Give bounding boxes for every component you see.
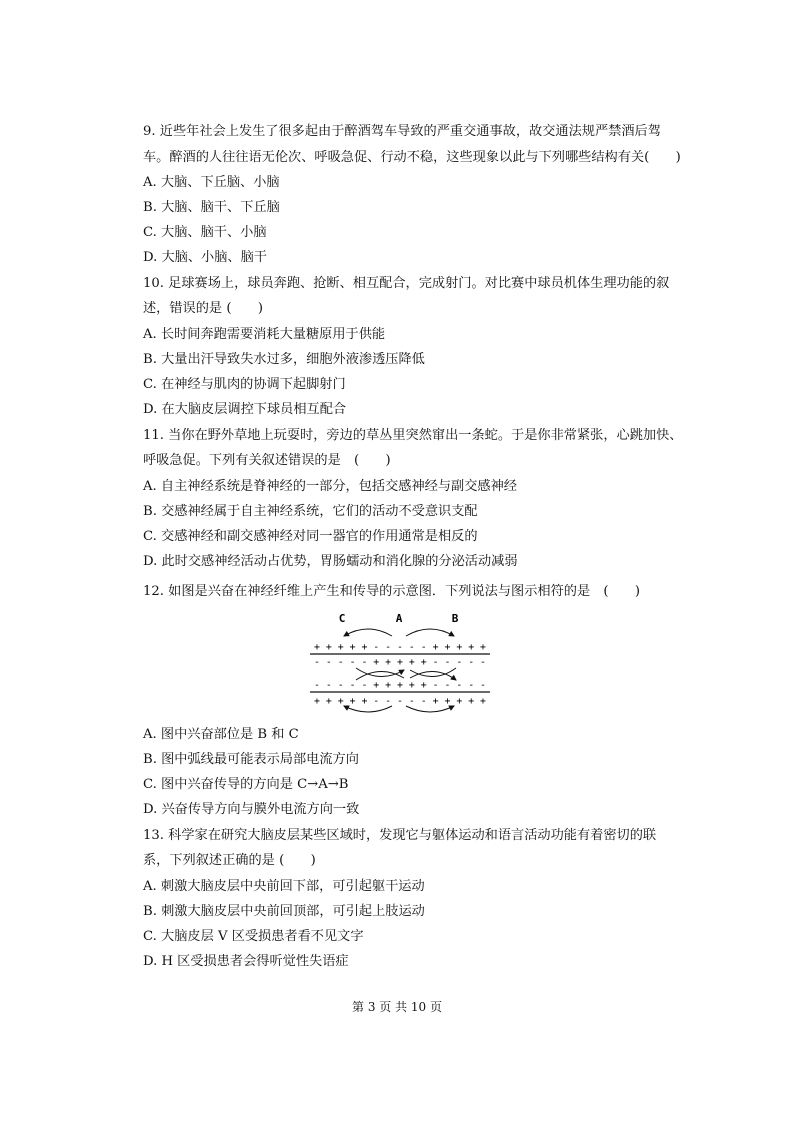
q10-option-b: B. 大量出汗导致失水过多，细胞外液渗透压降低 (143, 352, 425, 367)
mid-arc-2 (356, 671, 404, 680)
mid-arc-1 (356, 668, 404, 677)
q13-option-b: B. 刺激大脑皮层中央前回顶部，可引起上肢运动 (143, 904, 425, 919)
q13-option-d: D. H 区受损患者会得听觉性失语症 (143, 954, 349, 969)
q12-option-c: C. 图中兴奋传导的方向是 C→A→B (143, 777, 349, 792)
q12-option-b: B. 图中弧线最可能表示局部电流方向 (143, 752, 359, 767)
q13-option-c: C. 大脑皮层 V 区受损患者看不见文字 (143, 929, 364, 944)
q13-stem-line-2: 系，下列叙述正确的是 ( ) (143, 853, 316, 868)
charge-row-4: + + + + + - - - - - + + + + + (314, 696, 486, 707)
q11-option-b: B. 交感神经属于自主神经系统，它们的活动不受意识支配 (143, 504, 478, 519)
q13-option-a: A. 刺激大脑皮层中央前回下部，可引起躯干运动 (143, 879, 425, 894)
top-arc-left (344, 629, 392, 636)
charge-row-2: - - - - - + + + + + - - - - - (314, 657, 486, 668)
nerve-fiber-diagram (310, 608, 490, 716)
q9-stem-line-2: 车。醉酒的人往往语无伦次、呼吸急促、行动不稳，这些现象以此与下列哪些结构有关( ) (143, 150, 681, 165)
q13-stem-line-1: 13. 科学家在研究大脑皮层某些区域时，发现它与躯体运动和语言活动功能有着密切的联 (143, 828, 657, 843)
q9-option-b: B. 大脑、脑干、下丘脑 (143, 200, 280, 215)
q11-stem-line-2: 呼吸急促。下列有关叙述错误的是 ( ) (143, 453, 391, 468)
q11-stem-line-1: 11. 当你在野外草地上玩耍时，旁边的草丛里突然窜出一条蛇。于是你非常紧张，心跳加快、 (143, 428, 683, 443)
charge-row-1: + + + + + - - - - - + + + + + (314, 642, 486, 653)
q12-option-a: A. 图中兴奋部位是 B 和 C (143, 727, 299, 742)
label-a: A (395, 612, 403, 625)
label-b: B (451, 612, 459, 625)
nerve-fiber-svg (310, 608, 490, 716)
q9-option-c: C. 大脑、脑干、小脑 (143, 225, 267, 240)
top-arc-right (406, 629, 454, 636)
q9-option-d: D. 大脑、小脑、脑干 (143, 250, 267, 265)
q12-stem-line-1: 12. 如图是兴奋在神经纤维上产生和传导的示意图．下列说法与图示相符的是 ( ) (143, 584, 641, 599)
q10-option-d: D. 在大脑皮层调控下球员相互配合 (143, 402, 347, 417)
q11-option-c: C. 交感神经和副交感神经对同一器官的作用通常是相反的 (143, 529, 478, 544)
q10-option-c: C. 在神经与肌肉的协调下起脚射门 (143, 377, 346, 392)
q10-stem-line-2: 述，错误的是 ( ) (143, 301, 263, 316)
q10-stem-line-1: 10. 足球赛场上，球员奔跑、抢断、相互配合，完成射门。对比赛中球员机体生理功能的叙 (143, 276, 670, 291)
q9-option-a: A. 大脑、下丘脑、小脑 (143, 175, 280, 190)
q11-option-a: A. 自主神经系统是脊神经的一部分，包括交感神经与副交感神经 (143, 479, 517, 494)
page-footer: 第 3 页 共 10 页 (352, 1000, 442, 1014)
q11-option-d: D. 此时交感神经活动占优势，胃肠蠕动和消化腺的分泌活动减弱 (143, 554, 518, 569)
q10-option-a: A. 长时间奔跑需要消耗大量糖原用于供能 (143, 327, 386, 342)
charge-row-3: - - - - - + + + + + - - - - - (314, 680, 486, 691)
q9-stem-line-1: 9. 近些年社会上发生了很多起由于醉酒驾车导致的严重交通事故，故交通法规严禁酒后驾 (143, 124, 661, 139)
label-c: C (338, 612, 346, 625)
q12-option-d: D. 兴奋传导方向与膜外电流方向一致 (143, 802, 360, 817)
